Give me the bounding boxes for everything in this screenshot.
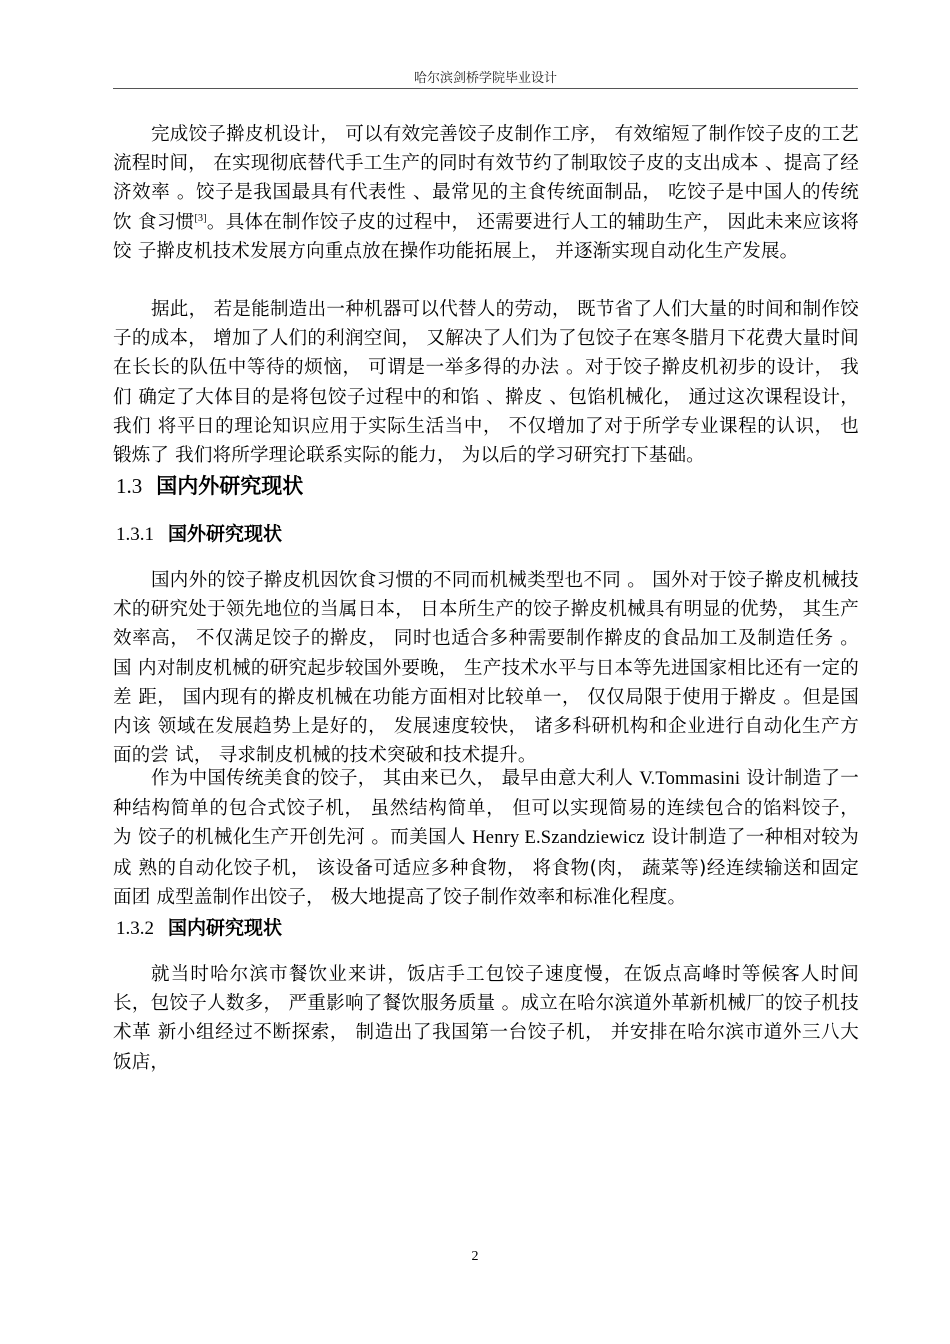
paragraph-text: 作为中国传统美食的饺子， 其由来已久， 最早由意大利人 [151,768,640,789]
paragraph-intro [113,120,859,266]
header-divider [113,88,858,89]
paragraph-domestic-status: 就当时哈尔滨市餐饮业来讲，饭店手工包饺子速度慢，在饭点高峰时等候客人时间长，包饺子人数多， 严重影响了餐饮服务质量 。成立在哈尔滨道外革新机械厂的饺子机技术革 新小组经过不断探索， 制造出了我国第一台饺子机， 并安排在哈尔滨市道外三八大饭店， [113,964,859,1073]
paragraph-text: 设计制造了一 种结构简单的包合式饺子机， 虽然结构简单， 但可以实现简易的连续包合的馅料饺子， 为 饺子的机械化生产开创先河 。而美国人 [113,768,859,849]
inventor-name: Henry E.Szandziewicz [472,828,645,849]
running-header: 哈尔滨剑桥学院毕业设计 [413,71,557,86]
section-title: 国内研究现状 [168,917,283,939]
paragraph-text: 。具体在制作饺子皮的过程中， 还需要进行人工的辅助生产， 因此未来应该将饺 子擀皮机技术发展方向重点放在操作功能拓展上， 并逐渐实现自动化生产发展。 [113,211,859,262]
paragraph-history [113,764,859,912]
paragraph-text: 设计制造了一种相对较为成 熟的自动化饺子机， 该设备可适应多种食物， 将食物(肉， 蔬菜等)经连续输送和固定面团 成型盖制作出饺子， 极大地提高了饺子制作效率和标准化程度。 [113,827,859,908]
section-heading-1-3-1 [116,519,282,546]
section-title: 国外研究现状 [168,523,283,545]
citation-ref: [3] [194,212,207,224]
section-heading-1-3-2 [116,913,282,940]
section-number: 1.3 [116,474,143,498]
paragraph-text: 完成饺子擀皮机设计， 可以有效完善饺子皮制作工序， 有效缩短了制作饺子皮的工艺 流程时间， 在实现彻底替代手工生产的同时有效节约了制取饺子皮的支出成本 、提高了经 济效率 。饺子是我国最具有代表性 、最常见的主食传统面制品， 吃饺子是中国人的传统饮 食习惯 [113,124,859,233]
inventor-name: V.Tommasini [639,769,741,789]
section-number: 1.3.2 [116,918,154,939]
section-title: 国内外研究现状 [156,474,304,498]
section-number: 1.3.1 [116,524,154,545]
page-number: 2 [471,1249,479,1264]
paragraph-foreign-status: 国内外的饺子擀皮机因饮食习惯的不同而机械类型也不同 。 国外对于饺子擀皮机械技 术的研究处于领先地位的当属日本， 日本所生产的饺子擀皮机械具有明显的优势， 其生产 效率高， 不仅满足饺子的擀皮， 同时也适合多种需要制作擀皮的食品加工及制造任务 。 国 内对制皮机械的研究起步较国外要晚， 生产技术水平与日本等先进国家相比还有一定的差 距， 国内现有的擀皮机械在功能方面相对比较单一， 仅仅局限于使用于擀皮 。但是国内该 领域在发展趋势上是好的， 发展速度较快， 诸多科研机构和企业进行自动化生产方面的尝 试， 寻求制皮机械的技术突破和技术提升。 [113,570,859,767]
section-heading-1-3 [116,470,303,500]
paragraph-motivation: 据此， 若是能制造出一种机器可以代替人的劳动， 既节省了人们大量的时间和制作饺 子的成本， 增加了人们的利润空间， 又解决了人们为了包饺子在寒冬腊月下花费大量时间 在长长的队伍中等待的烦恼， 可谓是一举多得的办法 。对于饺子擀皮机初步的设计， 我们 确定了大体目的是将包饺子过程中的和馅 、擀皮 、包馅机械化， 通过这次课程设计， 我们 将平日的理论知识应用于实际生活当中， 不仅增加了对于所学专业课程的认识， 也锻炼了 我们将所学理论联系实际的能力， 为以后的学习研究打下基础。 [113,299,859,467]
